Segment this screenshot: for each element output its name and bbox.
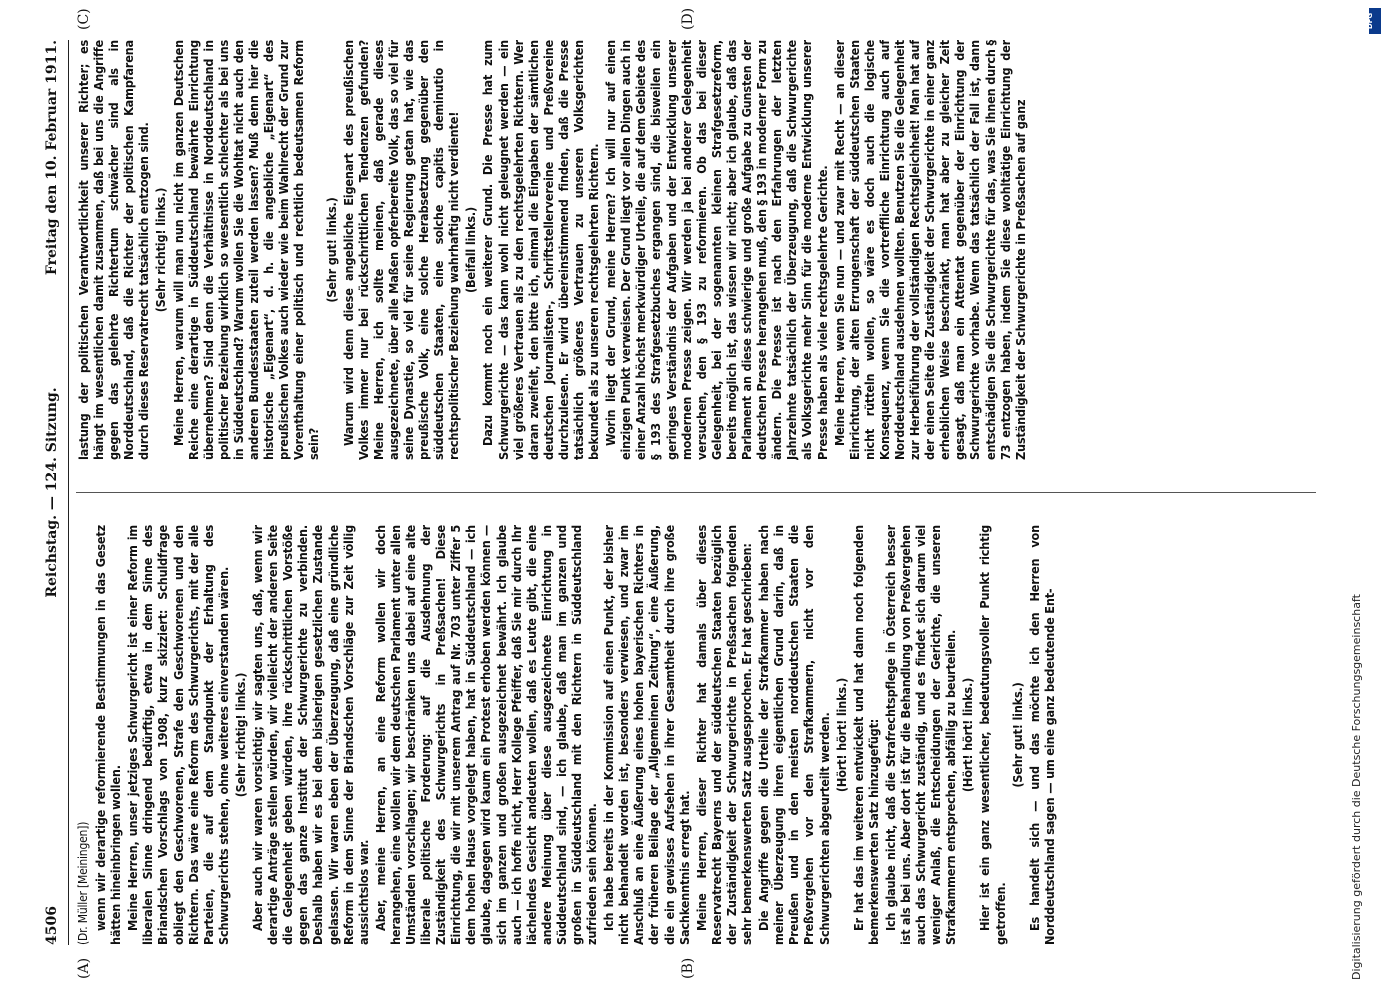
quotation: Die Angriffe gegen die Urteile der Strafkammer haben nach meiner Überzeugung ihren eigentlichen Grund darin, daß in Preußen und in den meisten norddeutschen Staaten die Preßvergehen vor den Strafkammern, nicht vor den Schwurgerichten abgeurteilt werden. (756, 525, 832, 945)
session-title: Reichstag. — 124. Sitzung. (44, 387, 60, 598)
paragraph: Meine Herren, wenn Sie nun — und zwar mit Recht — an dieser Einrichtung, der alten Errungenschaft der süddeutschen Staaten nicht rütteln wollen, so wäre es doch auch die logische Konsequenz, wenn Sie die vortreffliche Einrichtung auch auf Norddeutschland ausdehnen wollten. Benutzen Sie die Gelegenheit zur Herbeiführung der vollständigen Rechtsgleichheit! Man hat auf der einen Seite die Zuständigkeit der Schwurgerichte in einer ganz erheblichen Weise beschränkt, man hat aber zu gleicher Zeit gesagt, daß man ein Attentat gegenüber der Einrichtung der Schwurgerichte vorhabe. Wenn das tatsächlich der Fall ist, dann entschädigen Sie die Schwurgerichte für das, was Sie ihnen durch § 73 entzogen haben, indem Sie diese wohltätige Einrichtung der Zuständigkeit der Schwurgerichte in Preßsachen auf ganz (831, 40, 1028, 460)
interjection: (Hört! hört! links.) (960, 677, 976, 793)
header-rule (68, 40, 69, 945)
paragraph: Ich habe bereits in der Kommission auf einen Punkt, der bisher nicht behandelt worden ist, besonders verwiesen, und zwar im Anschluß an eine Äußerung eines hohen bayerischen Richters in der früheren Beilage der „Allgemeinen Zeitung“, eine Äußerung, die ein gewisses Aufsehen in ihrer Gesamtheit durch ihre große Sachkenntnis erregt hat. (601, 525, 692, 945)
interjection: (Hört! hört! links.) (833, 677, 849, 793)
dfg-logo-text: DFG (1366, 12, 1375, 30)
paragraph: Worin liegt der Grund, meine Herren? Ich will nur auf einen einzigen Punkt verweisen. Der Grund liegt vor allen Dingen auch in einer Anzahl höchst merkwürdiger Urteile, die auf dem Gebiete des § 193 des Strafgesetzbuches ergangen sind, die bisweilen ein geringes Verständnis der Aufgaben und der Entwicklung unserer modernen Presse zeigen. Wir werden ja bei anderer Gelegenheit versuchen, den § 193 zu reformieren. Ob das bei dieser Gelegenheit, bei der sogenannten kleinen Strafgesetzreform, bereits möglich ist, das wissen wir nicht; aber ich glaube, daß das Parlament an diese schwierige und große Aufgabe zu Gunsten der deutschen Presse herangehen muß, den § 193 in moderner Form zu ändern. Die Presse ist nach den Erfahrungen der letzten Jahrzehnte tatsächlich der Überzeugung, daß die Schwurgerichte als Volksgerichte mehr Sinn für die moderne Entwicklung unserer Presse haben als viele rechtsgelehrte Gerichte. (603, 40, 830, 460)
paragraph: Warum wird denn diese angebliche Eigenart des preußischen Volkes immer nur bei rückschrittlichen Tendenzen gefunden? Meine Herren, ich sollte meinen, daß gerade dieses ausgezeichnete, über alle Maßen opferbereite Volk, das so viel für seine Dynastie, so viel für seine Regierung getan hat, wie das preußische Volk, eine solche Herabsetzung gegenüber den süddeutschen Staaten, eine solche capitis deminutio in rechtspolitischer Beziehung wahrhaftig nicht verdiente! (340, 40, 462, 460)
credit-text: Digitalisierung gefördert durch die Deutsche Forschungsgemeinschaft (1350, 594, 1363, 980)
paragraph: Aber, meine Herren, an eine Reform wollen wir doch herangehen, eine wollen wir dem deutschen Parlament unter allen Umständen vorschlagen; wir beschränken uns dabei auf eine alte liberale politische Forderung: auf die Ausdehnung der Zuständigkeit des Schwurgerichts in Preßsachen! Diese Einrichtung, die wir mit unserem Antrag auf Nr. 703 unter Ziffer 5 dem hohen Hause vorgelegt haben, hat in Süddeutschland — ich glaube, dagegen wird kaum ein Protest erhoben werden können — sich im ganzen und großen ausgezeichnet bewährt. Ich glaube auch — ich hoffe nicht, Herr Kollege Pfeiffer, daß Sie mir durch Ihr lächelndes Gesicht andeuten wollen, daß es Leute gibt, die eine andere Meinung über diese ausgezeichnete Einrichtung in Süddeutschland sind, — ich glaube, daß man im ganzen und großen in Süddeutschland mit den Richtern in Süddeutschland zufrieden sein können. (372, 525, 600, 945)
margin-marker-c: (C) (76, 8, 92, 30)
interjection: (Sehr gut! links.) (323, 197, 339, 303)
column-divider (76, 492, 1316, 493)
interjection: (Sehr gut! links.) (1009, 682, 1025, 788)
interjection: (Sehr richtig! links.) (232, 672, 248, 798)
paragraph: Er hat das im weiteren entwickelt und hat dann noch folgenden bemerkenswerten Satz hinzugefügt: (850, 525, 881, 945)
interjection: (Beifall links.) (463, 206, 479, 294)
rotated-page (40, 7, 1340, 979)
paragraph: Es handelt sich — und das möchte ich den Herren von Norddeutschland sagen — um eine ganz bedeutende Ent- (1026, 525, 1057, 945)
paragraph: Hier ist ein ganz wesentlicher, bedeutungsvoller Punkt richtig getroffen. (977, 525, 1008, 945)
paragraph: wenn wir derartige reformierende Bestimmungen in das Gesetz hätten hineinbringen wollen. (93, 525, 124, 945)
interjection: (Sehr richtig! links.) (153, 187, 169, 313)
session-date: Freitag den 10. Februar 1911. (44, 40, 60, 276)
paragraph: Aber auch wir waren vorsichtig; wir sagten uns, daß, wenn wir derartige Anträge stellen würden, wir vielleicht der anderen Seite die Gelegenheit geben würden, ihre rückschrittlichen Vorstöße gegen das ganze Institut der Schwurgerichte zu verbinden. Deshalb haben wir es bei dem bisherigen gesetzlichen Zustande gelassen. Wir waren eben der Überzeugung, daß eine gründliche Reform in dem Sinne der Briandschen Vorschläge zur Zeit völlig aussichtslos war. (250, 525, 371, 945)
quotation: Ich glaube nicht, daß die Strafrechtspflege in Österreich besser ist als bei uns. Aber dort ist für die Behandlung von Preßvergehen auch das Schwurgericht zuständig, und es findet sich darum viel weniger Anlaß, die Entscheidungen der Gerichte, die unseren Strafkammern entsprechen, abfällig zu beurteilen. (882, 525, 959, 945)
paragraph: Meine Herren, dieser Richter hat damals über dieses Reservatrecht Bayerns und der süddeutschen Staaten bezüglich der Zuständigkeit der Schwurgerichte in Preßsachen folgenden sehr bemerkenswerten Satz ausgesprochen. Er hat geschrieben: (693, 525, 755, 945)
left-column (76, 525, 1316, 945)
margin-marker-d: (D) (680, 7, 696, 30)
right-column (76, 40, 1316, 460)
dfg-logo (1366, 8, 1381, 34)
margin-marker-b: (B) (680, 957, 696, 979)
paragraph: lastung der politischen Verantwortlichkeit unserer Richter; es hängt im wesentlichen damit zusammen, daß bei uns die Angriffe gegen das gelehrte Richtertum schwächer sind als in Norddeutschland, daß die Richter der politischen Kampfarena durch dieses Reservatrecht tatsächlich entzogen sind. (76, 40, 152, 460)
margin-marker-a: (A) (76, 957, 92, 979)
speaker-label: (Dr. Müller [Meiningen]) (76, 821, 90, 945)
paragraph: Dazu kommt noch ein weiterer Grund. Die Presse hat zum Schwurgerichte — das kann wohl nicht geleugnet werden — ein viel größeres Vertrauen als zu den rechtsgelehrten Richtern. Wer daran zweifelt, den bitte ich, einmal die Eingaben der sämtlichen deutschen Journalisten-, Schriftstellervereine und Preßvereine durchzulesen. Er wird übereinstimmend finden, daß die Presse tatsächlich größeres Vertrauen zu unseren Volksgerichten bekundet als zu unseren rechtsgelehrten Richtern. (480, 40, 602, 460)
page-header (40, 40, 66, 945)
paragraph: Meine Herren, unser jetziges Schwurgericht ist einer Reform im liberalen Sinne dringend bedürftig, etwa in dem Sinne des Briandschen Vorschlags von 1908, kurz skizziert: Schuldfrage obliegt den Geschworenen, Strafe den Geschworenen und den Richtern. Das wäre eine Reform des Schwurgerichts, mit der alle Parteien, die auf dem Standpunkt der Erhaltung des Schwurgerichts stehen, ohne weiteres einverstanden wären. (125, 525, 231, 945)
digitization-credit (1350, 20, 1380, 980)
paragraph: Meine Herren, warum will man nun nicht im ganzen Deutschen Reiche eine derartige in Süddeutschland bewährte Einrichtung übernehmen? Sind denn die Verhältnisse in Norddeutschland in politischer Beziehung wirklich so wesentlich schlechter als bei uns in Süddeutschland? Warum wollen Sie die Wohltat nicht auch den anderen Bundesstaaten zuteil werden lassen? Muß denn hier die historische „Eigenart“, d. h. die angebliche „Eigenart“ des preußischen Volkes auch wieder wie beim Wahlrecht der Grund zur Vorenthaltung einer politisch und rechtlich bedeutsamen Reform sein? (170, 40, 322, 460)
page-number: 4506 (44, 906, 60, 945)
